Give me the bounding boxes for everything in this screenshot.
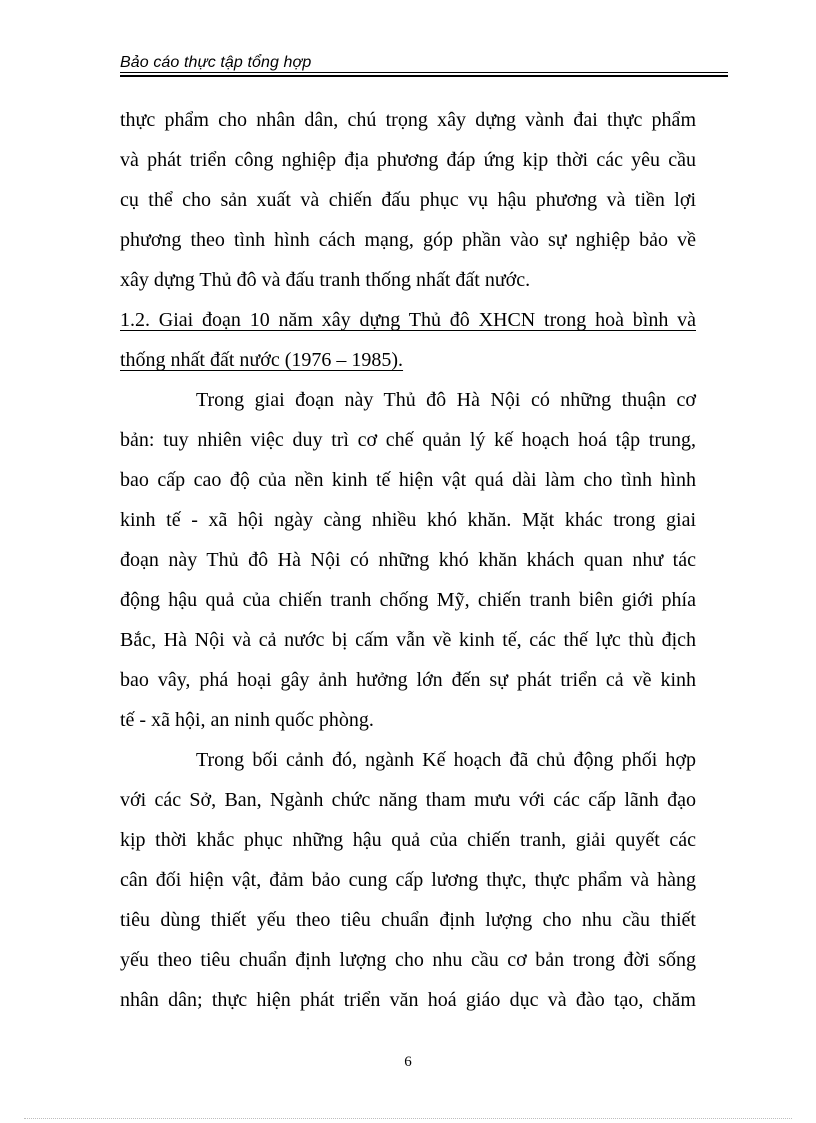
header-title: Bảo cáo thực tập tổng hợp <box>120 54 312 71</box>
text-line: bao cấp cao độ của nền kinh tế hiện vật quá dài làm cho tình hình <box>120 469 696 491</box>
paragraph-1 <box>120 100 696 300</box>
text-line: đoạn này Thủ đô Hà Nội có những khó khăn khách quan như tác <box>120 549 696 571</box>
text-line: tế - xã hội, an ninh quốc phòng. <box>120 709 374 731</box>
text-line: cân đối hiện vật, đảm bảo cung cấp lương thực, thực phẩm và hàng <box>120 869 696 891</box>
text-line: nhân dân; thực hiện phát triển văn hoá giáo dục và đào tạo, chăm <box>120 989 696 1011</box>
heading-line: thống nhất đất nước (1976 – 1985). <box>120 349 404 371</box>
text-line: tiêu dùng thiết yếu theo tiêu chuẩn định lượng cho nhu cầu thiết <box>120 909 696 931</box>
paragraph-3 <box>120 740 696 1020</box>
paragraph-2 <box>120 380 696 740</box>
text-line: động hậu quả của chiến tranh chống Mỹ, chiến tranh biên giới phía <box>120 589 696 611</box>
text-line: yếu theo tiêu chuẩn định lượng cho nhu cầu cơ bản trong đời sống <box>120 949 696 971</box>
heading-line: 1.2. Giai đoạn 10 năm xây dựng Thủ đô XHCN trong hoà bình và <box>120 309 696 331</box>
text-line: kinh tế - xã hội ngày càng nhiều khó khăn. Mặt khác trong giai <box>120 509 696 531</box>
text-line: kịp thời khắc phục những hậu quả của chiến tranh, giải quyết các <box>120 829 696 851</box>
text-line: với các Sở, Ban, Ngành chức năng tham mưu với các cấp lãnh đạo <box>120 789 696 811</box>
text-line: Bắc, Hà Nội và cả nước bị cấm vẫn về kinh tế, các thế lực thù địch <box>120 629 696 651</box>
text-line: bao vây, phá hoại gây ảnh hưởng lớn đến sự phát triển cả về kinh <box>120 669 696 691</box>
text-line: Trong bối cảnh đó, ngành Kế hoạch đã chủ động phối hợp <box>196 749 696 771</box>
page-bottom-edge <box>24 1118 792 1119</box>
text-line: phương theo tình hình cách mạng, góp phần vào sự nghiệp bảo về <box>120 229 696 251</box>
running-header <box>120 52 728 78</box>
text-line: xây dựng Thủ đô và đấu tranh thống nhất đất nước. <box>120 269 531 291</box>
header-rule-thick <box>120 75 728 77</box>
text-line: cụ thể cho sản xuất và chiến đấu phục vụ hậu phương và tiền lợi <box>120 189 696 211</box>
text-line: và phát triển công nghiệp địa phương đáp ứng kịp thời các yêu cầu <box>120 149 696 171</box>
header-rule-thin <box>120 72 728 73</box>
section-heading <box>120 300 696 380</box>
text-line: bản: tuy nhiên việc duy trì cơ chế quản lý kế hoạch hoá tập trung, <box>120 429 696 451</box>
text-line: Trong giai đoạn này Thủ đô Hà Nội có những thuận cơ <box>196 389 696 411</box>
text-line: thực phẩm cho nhân dân, chú trọng xây dựng vành đai thực phẩm <box>120 109 696 131</box>
page-number: 6 <box>404 1054 412 1070</box>
body-text <box>120 100 696 1020</box>
